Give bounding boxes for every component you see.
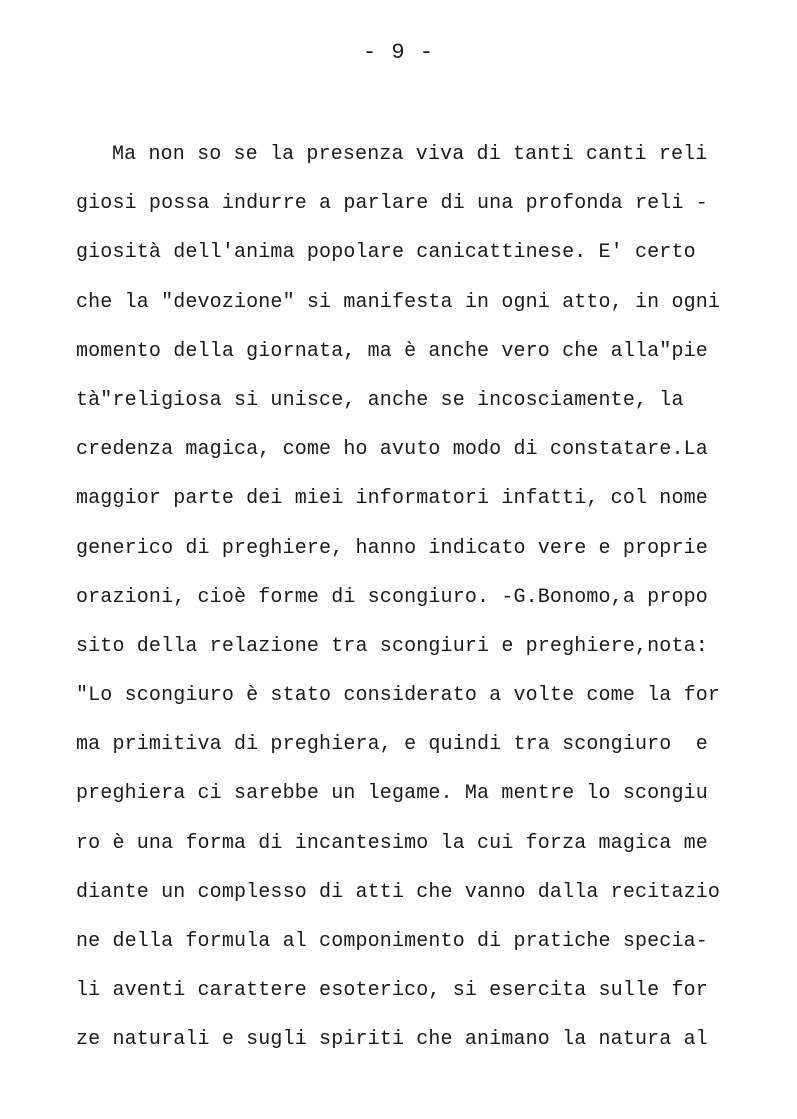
text-line: ne della formula al componimento di pratiche specia-	[76, 930, 708, 953]
text-line: generico di preghiere, hanno indicato vere e proprie	[76, 536, 708, 560]
text-line: che la "devozione" si manifesta in ogni atto, in ogni	[76, 290, 721, 314]
text-line: sito della relazione tra scongiuri e preghiere,nota:	[76, 634, 708, 658]
text-line: ro è una forma di incantesimo la cui forza magica me	[76, 831, 708, 855]
body-text	[76, 137, 756, 1072]
text-line: orazioni, cioè forme di scongiuro. -G.Bonomo,a propo	[76, 585, 708, 609]
text-line: "Lo scongiuro è stato considerato a volte come la for	[76, 684, 721, 708]
text-line: giosità dell'anima popolare canicattinese. E' certo	[76, 241, 696, 265]
text-line: tà"religiosa si unisce, anche se incosciamente, la	[76, 388, 684, 412]
text-line: li aventi carattere esoterico, si esercita sulle for	[76, 979, 708, 1003]
text-line: preghiera ci sarebbe un legame. Ma mentre lo scongiu	[76, 782, 708, 806]
text-line: ze naturali e sugli spiriti che animano la natura al	[76, 1028, 708, 1052]
text-line: maggior parte dei miei informatori infatti, col nome	[76, 487, 708, 511]
text-line: giosi possa indurre a parlare di una profonda reli -	[76, 192, 708, 216]
text-line: credenza magica, come ho avuto modo di constatare.La	[76, 438, 708, 462]
text-line: ma primitiva di preghiera, e quindi tra scongiuro e	[76, 733, 708, 757]
text-line: Ma non so se la presenza viva di tanti canti reli	[112, 143, 708, 166]
page-number: - 9 -	[362, 40, 434, 65]
text-line: momento della giornata, ma è anche vero che alla"pie	[76, 339, 708, 363]
text-line: diante un complesso di atti che vanno dalla recitazio	[76, 880, 721, 904]
